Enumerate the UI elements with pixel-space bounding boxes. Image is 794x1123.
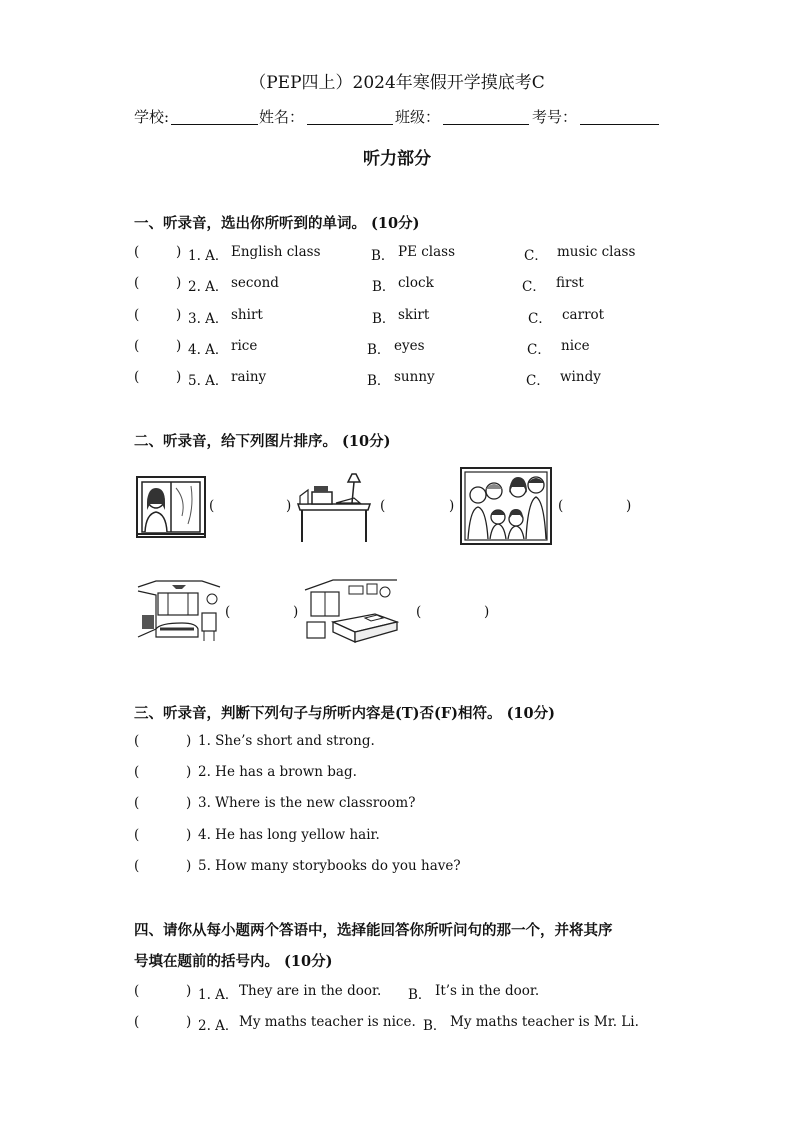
class-blank[interactable] (443, 124, 529, 125)
option-b: My maths teacher is Mr. Li. (450, 1014, 639, 1030)
option-c-label: C． (526, 373, 550, 389)
tf-paren-close-4: ) (186, 827, 192, 843)
desk-illustration (294, 470, 374, 544)
option-c-label: C． (524, 248, 548, 264)
tf-paren-close-1: ) (186, 733, 192, 749)
option-a: shirt (231, 307, 263, 323)
order-paren-close-2: ) (449, 498, 455, 514)
tf-statement-1: 1. She’s short and strong. (198, 733, 375, 749)
option-b: clock (398, 275, 434, 291)
school-label: 学校: (134, 108, 170, 126)
family-photo-illustration (460, 467, 552, 545)
option-b: PE class (398, 244, 456, 260)
school-blank[interactable] (171, 124, 258, 125)
section-subtitle: 听力部分 (363, 149, 431, 169)
tf-statement-4: 4. He has long yellow hair. (198, 827, 380, 843)
answer-paren-open[interactable]: ( (134, 244, 140, 260)
question-number: 1. A． (188, 248, 229, 264)
section1-heading: 一、听录音，选出你所听到的单词。 (10分) (134, 215, 420, 232)
order-paren-open-4[interactable]: ( (225, 604, 231, 620)
answer-paren-open[interactable]: ( (134, 307, 140, 323)
window-girl-illustration (136, 476, 208, 538)
tf-paren-open-4[interactable]: ( (134, 827, 140, 843)
choice-paren-open-1[interactable]: ( (134, 983, 140, 999)
name-label: 姓名： (259, 108, 305, 126)
name-blank[interactable] (307, 124, 393, 125)
order-paren-open-1[interactable]: ( (209, 498, 215, 514)
question-number: 2. A． (198, 1018, 239, 1034)
tf-statement-2: 2. He has a brown bag. (198, 764, 357, 780)
order-paren-close-4: ) (293, 604, 299, 620)
tf-paren-open-5[interactable]: ( (134, 858, 140, 874)
order-paren-close-1: ) (286, 498, 292, 514)
option-b-label: B． (408, 987, 432, 1003)
answer-paren-close: ) (176, 307, 182, 323)
order-paren-open-3[interactable]: ( (558, 498, 564, 514)
option-c-label: C． (528, 311, 552, 327)
class-label: 班级： (395, 108, 441, 126)
option-c: windy (560, 369, 601, 385)
answer-paren-open[interactable]: ( (134, 275, 140, 291)
question-number: 1. A． (198, 987, 239, 1003)
option-b: skirt (398, 307, 430, 323)
option-a: My maths teacher is nice. (239, 1014, 416, 1030)
option-b: eyes (394, 338, 425, 354)
number-blank[interactable] (580, 124, 659, 125)
option-b-label: B． (367, 342, 391, 358)
option-c-label: C． (522, 279, 546, 295)
option-a: They are in the door. (239, 983, 382, 999)
order-paren-close-5: ) (484, 604, 490, 620)
option-b-label: B． (371, 248, 395, 264)
tf-paren-open-1[interactable]: ( (134, 733, 140, 749)
choice-paren-close-2: ) (186, 1014, 192, 1030)
section4-heading-line1: 四、请你从每小题两个答语中，选择能回答你所听问句的那一个，并将其序 (134, 922, 613, 939)
option-c: first (556, 275, 584, 291)
option-c-label: C． (527, 342, 551, 358)
order-paren-open-5[interactable]: ( (416, 604, 422, 620)
question-number: 5. A． (188, 373, 229, 389)
tf-paren-close-2: ) (186, 764, 192, 780)
living-room-illustration (136, 579, 222, 643)
option-a: English class (231, 244, 321, 260)
choice-paren-close-1: ) (186, 983, 192, 999)
option-c: nice (561, 338, 590, 354)
bedroom-illustration (303, 578, 399, 646)
question-number: 4. A． (188, 342, 229, 358)
section4-heading-line2: 号填在题前的括号内。 (10分) (134, 953, 333, 970)
option-b-label: B． (423, 1018, 447, 1034)
answer-paren-open[interactable]: ( (134, 369, 140, 385)
option-c: music class (557, 244, 636, 260)
option-c: carrot (562, 307, 605, 323)
option-b-label: B． (372, 311, 396, 327)
question-number: 2. A． (188, 279, 229, 295)
tf-statement-5: 5. How many storybooks do you have? (198, 858, 461, 874)
page-title: （PEP四上）2024年寒假开学摸底考C (249, 73, 545, 93)
option-b-label: B． (367, 373, 391, 389)
answer-paren-close: ) (176, 275, 182, 291)
option-b-label: B． (372, 279, 396, 295)
tf-paren-open-3[interactable]: ( (134, 795, 140, 811)
section2-heading: 二、听录音，给下列图片排序。 (10分) (134, 433, 391, 450)
choice-paren-open-2[interactable]: ( (134, 1014, 140, 1030)
number-label: 考号： (532, 108, 578, 126)
answer-paren-open[interactable]: ( (134, 338, 140, 354)
question-number: 3. A． (188, 311, 229, 327)
option-a: rainy (231, 369, 267, 385)
option-b: sunny (394, 369, 435, 385)
tf-paren-open-2[interactable]: ( (134, 764, 140, 780)
option-a: second (231, 275, 279, 291)
tf-statement-3: 3. Where is the new classroom? (198, 795, 416, 811)
tf-paren-close-5: ) (186, 858, 192, 874)
answer-paren-close: ) (176, 369, 182, 385)
option-a: rice (231, 338, 258, 354)
answer-paren-close: ) (176, 244, 182, 260)
section3-heading: 三、听录音，判断下列句子与所听内容是(T)否(F)相符。 (10分) (134, 705, 555, 722)
answer-paren-close: ) (176, 338, 182, 354)
order-paren-close-3: ) (626, 498, 632, 514)
tf-paren-close-3: ) (186, 795, 192, 811)
order-paren-open-2[interactable]: ( (380, 498, 386, 514)
option-b: It’s in the door. (435, 983, 540, 999)
